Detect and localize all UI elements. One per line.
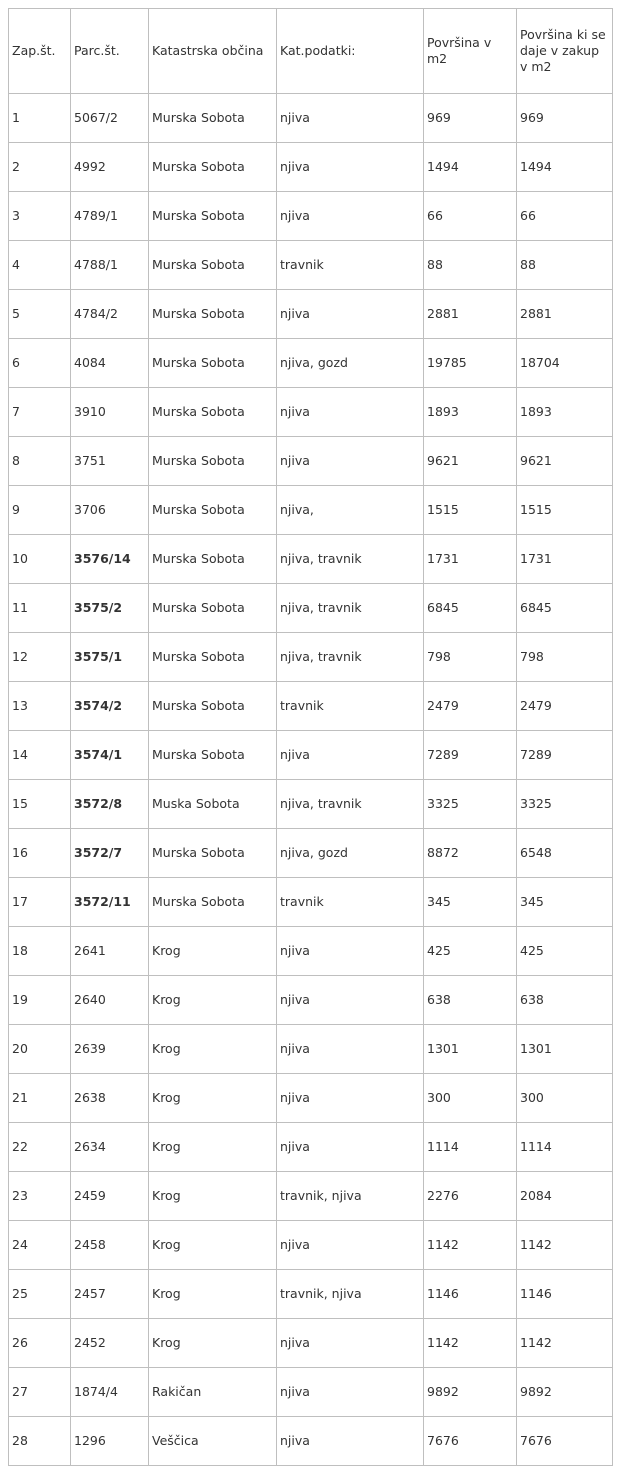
cell-katastrska-obcina: Krog — [149, 1074, 277, 1123]
table-row — [9, 1270, 613, 1319]
cell-zap-st: 7 — [9, 388, 71, 437]
cell-povrsina-zakup: 1146 — [517, 1270, 613, 1319]
table-row — [9, 829, 613, 878]
cell-katastrska-obcina: Murska Sobota — [149, 94, 277, 143]
table-row — [9, 731, 613, 780]
cell-katastrska-obcina: Murska Sobota — [149, 633, 277, 682]
header-katastrska-obcina: Katastrska občina — [149, 9, 277, 94]
cell-kat-podatki: travnik — [277, 241, 424, 290]
header-povrsina: Površina v m2 — [424, 9, 517, 94]
table-row — [9, 1025, 613, 1074]
cell-povrsina-zakup: 2881 — [517, 290, 613, 339]
cell-zap-st: 25 — [9, 1270, 71, 1319]
cell-zap-st: 20 — [9, 1025, 71, 1074]
cell-povrsina: 1301 — [424, 1025, 517, 1074]
cell-katastrska-obcina: Murska Sobota — [149, 192, 277, 241]
header-parc-st: Parc.št. — [71, 9, 149, 94]
cell-katastrska-obcina: Krog — [149, 1172, 277, 1221]
table-row — [9, 241, 613, 290]
cell-parc-st: 3575/1 — [71, 633, 149, 682]
cell-parc-st: 1874/4 — [71, 1368, 149, 1417]
cell-parc-st: 3574/2 — [71, 682, 149, 731]
cell-parc-st: 3574/1 — [71, 731, 149, 780]
cell-katastrska-obcina: Murska Sobota — [149, 339, 277, 388]
cell-povrsina: 638 — [424, 976, 517, 1025]
table-row — [9, 584, 613, 633]
cell-parc-st: 2634 — [71, 1123, 149, 1172]
cell-kat-podatki: njiva, gozd — [277, 339, 424, 388]
cell-povrsina-zakup: 88 — [517, 241, 613, 290]
cell-zap-st: 9 — [9, 486, 71, 535]
cell-povrsina-zakup: 7289 — [517, 731, 613, 780]
cell-kat-podatki: njiva — [277, 290, 424, 339]
cell-povrsina: 1731 — [424, 535, 517, 584]
cell-povrsina-zakup: 1114 — [517, 1123, 613, 1172]
cell-katastrska-obcina: Krog — [149, 1221, 277, 1270]
cell-kat-podatki: njiva — [277, 143, 424, 192]
cell-parc-st: 2640 — [71, 976, 149, 1025]
header-povrsina-zakup: Površina ki se daje v zakup v m2 — [517, 9, 613, 94]
cell-parc-st: 4784/2 — [71, 290, 149, 339]
cell-zap-st: 28 — [9, 1417, 71, 1466]
cell-katastrska-obcina: Murska Sobota — [149, 584, 277, 633]
table-row — [9, 1221, 613, 1270]
cell-katastrska-obcina: Rakičan — [149, 1368, 277, 1417]
cell-kat-podatki: njiva — [277, 437, 424, 486]
cell-parc-st: 3572/11 — [71, 878, 149, 927]
cell-zap-st: 12 — [9, 633, 71, 682]
table-row — [9, 535, 613, 584]
cell-zap-st: 16 — [9, 829, 71, 878]
cell-parc-st: 4788/1 — [71, 241, 149, 290]
cell-parc-st: 2641 — [71, 927, 149, 976]
cell-povrsina-zakup: 1893 — [517, 388, 613, 437]
table-row — [9, 437, 613, 486]
cell-povrsina: 6845 — [424, 584, 517, 633]
cell-povrsina: 1515 — [424, 486, 517, 535]
cell-parc-st: 2452 — [71, 1319, 149, 1368]
cell-katastrska-obcina: Murska Sobota — [149, 143, 277, 192]
cell-povrsina-zakup: 1142 — [517, 1319, 613, 1368]
cell-povrsina-zakup: 1142 — [517, 1221, 613, 1270]
cell-zap-st: 19 — [9, 976, 71, 1025]
cell-katastrska-obcina: Murska Sobota — [149, 388, 277, 437]
table-row — [9, 1074, 613, 1123]
cell-zap-st: 22 — [9, 1123, 71, 1172]
cell-parc-st: 3575/2 — [71, 584, 149, 633]
cell-zap-st: 8 — [9, 437, 71, 486]
cell-kat-podatki: njiva — [277, 1319, 424, 1368]
cell-parc-st: 4084 — [71, 339, 149, 388]
cell-povrsina: 1494 — [424, 143, 517, 192]
cell-zap-st: 23 — [9, 1172, 71, 1221]
table-row — [9, 1417, 613, 1466]
cell-katastrska-obcina: Murska Sobota — [149, 290, 277, 339]
cell-povrsina-zakup: 1494 — [517, 143, 613, 192]
cell-parc-st: 2458 — [71, 1221, 149, 1270]
cell-parc-st: 3706 — [71, 486, 149, 535]
cell-kat-podatki: njiva — [277, 192, 424, 241]
cell-povrsina-zakup: 9621 — [517, 437, 613, 486]
cell-povrsina-zakup: 18704 — [517, 339, 613, 388]
cell-povrsina-zakup: 638 — [517, 976, 613, 1025]
cell-povrsina: 3325 — [424, 780, 517, 829]
cell-povrsina-zakup: 1515 — [517, 486, 613, 535]
cell-katastrska-obcina: Krog — [149, 976, 277, 1025]
cell-povrsina-zakup: 1301 — [517, 1025, 613, 1074]
table-row — [9, 290, 613, 339]
cell-katastrska-obcina: Murska Sobota — [149, 829, 277, 878]
cell-zap-st: 26 — [9, 1319, 71, 1368]
cell-kat-podatki: njiva — [277, 94, 424, 143]
cell-katastrska-obcina: Veščica — [149, 1417, 277, 1466]
cell-povrsina-zakup: 2084 — [517, 1172, 613, 1221]
cell-povrsina: 66 — [424, 192, 517, 241]
cell-kat-podatki: njiva, travnik — [277, 584, 424, 633]
cell-zap-st: 13 — [9, 682, 71, 731]
cell-zap-st: 17 — [9, 878, 71, 927]
cell-katastrska-obcina: Muska Sobota — [149, 780, 277, 829]
cell-parc-st: 5067/2 — [71, 94, 149, 143]
cell-katastrska-obcina: Murska Sobota — [149, 682, 277, 731]
cell-povrsina: 19785 — [424, 339, 517, 388]
cell-kat-podatki: njiva, travnik — [277, 780, 424, 829]
cell-povrsina-zakup: 3325 — [517, 780, 613, 829]
cell-parc-st: 2638 — [71, 1074, 149, 1123]
cell-parc-st: 3910 — [71, 388, 149, 437]
cell-zap-st: 18 — [9, 927, 71, 976]
cell-kat-podatki: njiva — [277, 927, 424, 976]
cell-povrsina: 7676 — [424, 1417, 517, 1466]
cell-kat-podatki: travnik — [277, 878, 424, 927]
table-row — [9, 143, 613, 192]
cell-parc-st: 4992 — [71, 143, 149, 192]
cell-povrsina-zakup: 6548 — [517, 829, 613, 878]
table-row — [9, 976, 613, 1025]
header-zap-st: Zap.št. — [9, 9, 71, 94]
table-row — [9, 486, 613, 535]
cell-povrsina: 345 — [424, 878, 517, 927]
cell-parc-st: 2639 — [71, 1025, 149, 1074]
cell-katastrska-obcina: Murska Sobota — [149, 878, 277, 927]
cell-kat-podatki: njiva — [277, 1074, 424, 1123]
table-row — [9, 633, 613, 682]
cell-povrsina: 798 — [424, 633, 517, 682]
cell-povrsina-zakup: 2479 — [517, 682, 613, 731]
cell-parc-st: 3576/14 — [71, 535, 149, 584]
cell-zap-st: 2 — [9, 143, 71, 192]
cell-parc-st: 1296 — [71, 1417, 149, 1466]
cell-povrsina: 1142 — [424, 1221, 517, 1270]
cell-zap-st: 24 — [9, 1221, 71, 1270]
cell-povrsina: 1146 — [424, 1270, 517, 1319]
cell-povrsina: 2479 — [424, 682, 517, 731]
header-kat-podatki: Kat.podatki: — [277, 9, 424, 94]
cell-zap-st: 11 — [9, 584, 71, 633]
cell-katastrska-obcina: Murska Sobota — [149, 241, 277, 290]
cell-kat-podatki: njiva — [277, 1221, 424, 1270]
cell-povrsina: 969 — [424, 94, 517, 143]
cell-zap-st: 1 — [9, 94, 71, 143]
cell-kat-podatki: njiva — [277, 388, 424, 437]
cell-katastrska-obcina: Murska Sobota — [149, 437, 277, 486]
cell-povrsina-zakup: 7676 — [517, 1417, 613, 1466]
cell-povrsina: 425 — [424, 927, 517, 976]
cell-zap-st: 10 — [9, 535, 71, 584]
table-header-row — [9, 9, 613, 94]
cell-parc-st: 3751 — [71, 437, 149, 486]
table-row — [9, 780, 613, 829]
cell-povrsina: 1893 — [424, 388, 517, 437]
cell-povrsina: 8872 — [424, 829, 517, 878]
cell-katastrska-obcina: Murska Sobota — [149, 486, 277, 535]
cell-zap-st: 6 — [9, 339, 71, 388]
table-row — [9, 339, 613, 388]
table-row — [9, 94, 613, 143]
cell-kat-podatki: travnik — [277, 682, 424, 731]
cell-povrsina: 2881 — [424, 290, 517, 339]
cell-kat-podatki: njiva, gozd — [277, 829, 424, 878]
cell-povrsina: 9621 — [424, 437, 517, 486]
cell-povrsina-zakup: 425 — [517, 927, 613, 976]
cell-povrsina-zakup: 66 — [517, 192, 613, 241]
cell-zap-st: 27 — [9, 1368, 71, 1417]
cell-katastrska-obcina: Murska Sobota — [149, 535, 277, 584]
cell-parc-st: 3572/7 — [71, 829, 149, 878]
cell-povrsina-zakup: 345 — [517, 878, 613, 927]
parcel-table-container — [8, 8, 613, 1466]
table-row — [9, 1172, 613, 1221]
cell-parc-st: 3572/8 — [71, 780, 149, 829]
cell-kat-podatki: njiva, — [277, 486, 424, 535]
cell-kat-podatki: njiva — [277, 1025, 424, 1074]
cell-parc-st: 2459 — [71, 1172, 149, 1221]
cell-katastrska-obcina: Krog — [149, 1025, 277, 1074]
table-row — [9, 192, 613, 241]
cell-zap-st: 4 — [9, 241, 71, 290]
cell-katastrska-obcina: Murska Sobota — [149, 731, 277, 780]
cell-parc-st: 2457 — [71, 1270, 149, 1319]
cell-povrsina-zakup: 9892 — [517, 1368, 613, 1417]
table-row — [9, 682, 613, 731]
table-row — [9, 388, 613, 437]
cell-zap-st: 5 — [9, 290, 71, 339]
cell-kat-podatki: njiva — [277, 1368, 424, 1417]
cell-povrsina-zakup: 798 — [517, 633, 613, 682]
parcel-table — [8, 8, 613, 1466]
cell-katastrska-obcina: Krog — [149, 927, 277, 976]
cell-katastrska-obcina: Krog — [149, 1319, 277, 1368]
cell-kat-podatki: njiva — [277, 976, 424, 1025]
cell-katastrska-obcina: Krog — [149, 1270, 277, 1319]
cell-povrsina: 88 — [424, 241, 517, 290]
cell-povrsina: 2276 — [424, 1172, 517, 1221]
cell-kat-podatki: travnik, njiva — [277, 1270, 424, 1319]
cell-povrsina: 9892 — [424, 1368, 517, 1417]
cell-povrsina-zakup: 969 — [517, 94, 613, 143]
cell-kat-podatki: njiva — [277, 731, 424, 780]
cell-povrsina-zakup: 300 — [517, 1074, 613, 1123]
cell-katastrska-obcina: Krog — [149, 1123, 277, 1172]
cell-povrsina-zakup: 6845 — [517, 584, 613, 633]
table-row — [9, 927, 613, 976]
cell-zap-st: 3 — [9, 192, 71, 241]
cell-kat-podatki: njiva, travnik — [277, 633, 424, 682]
cell-zap-st: 21 — [9, 1074, 71, 1123]
cell-zap-st: 14 — [9, 731, 71, 780]
table-row — [9, 1368, 613, 1417]
cell-povrsina: 300 — [424, 1074, 517, 1123]
cell-povrsina: 1142 — [424, 1319, 517, 1368]
cell-kat-podatki: njiva — [277, 1417, 424, 1466]
cell-povrsina: 1114 — [424, 1123, 517, 1172]
cell-kat-podatki: travnik, njiva — [277, 1172, 424, 1221]
table-row — [9, 1319, 613, 1368]
table-row — [9, 878, 613, 927]
cell-povrsina: 7289 — [424, 731, 517, 780]
cell-povrsina-zakup: 1731 — [517, 535, 613, 584]
table-row — [9, 1123, 613, 1172]
cell-zap-st: 15 — [9, 780, 71, 829]
cell-parc-st: 4789/1 — [71, 192, 149, 241]
cell-kat-podatki: njiva, travnik — [277, 535, 424, 584]
cell-kat-podatki: njiva — [277, 1123, 424, 1172]
